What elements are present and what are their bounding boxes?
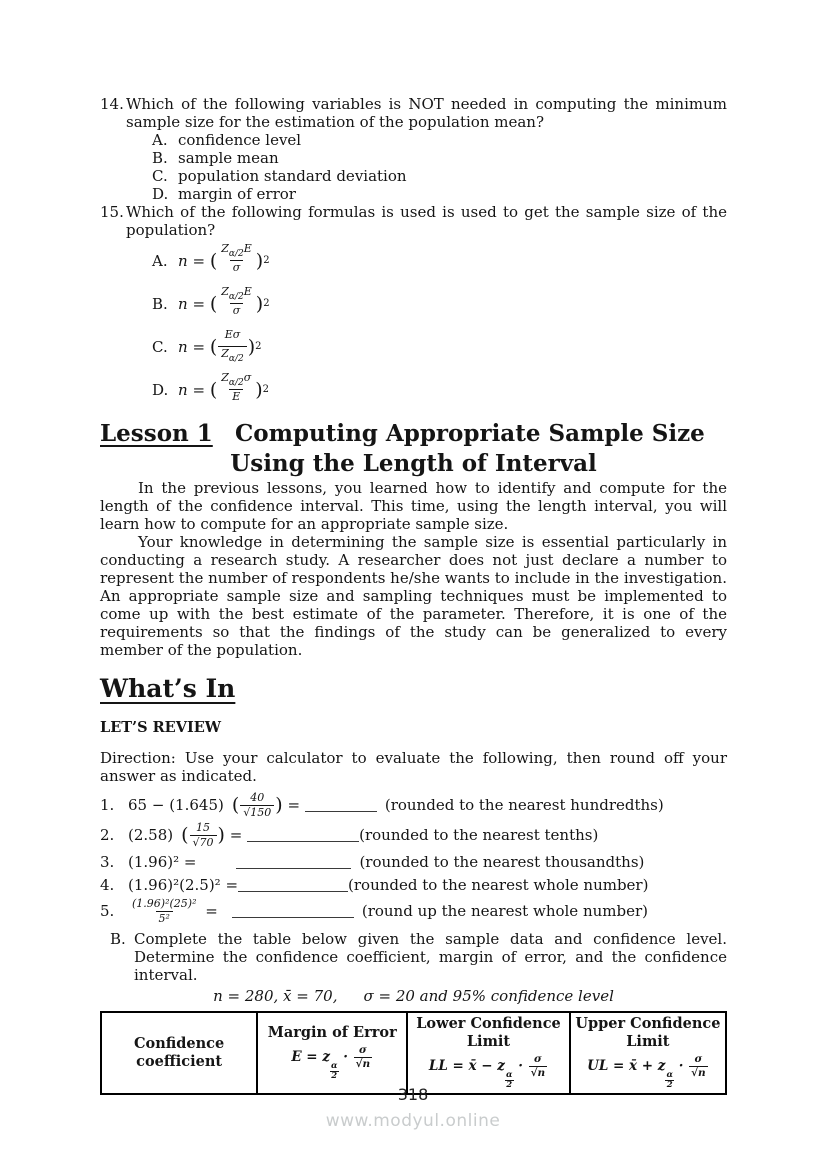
exponent: 2 <box>263 255 270 266</box>
close-paren: ) <box>217 824 225 846</box>
option-text: population standard deviation <box>178 167 407 185</box>
page-footer <box>0 1085 826 1131</box>
equals-sign: = <box>192 251 206 270</box>
item-number: 5. <box>100 902 115 920</box>
review-item-4 <box>100 873 727 896</box>
item-number: 3. <box>100 852 115 871</box>
close-paren: ) <box>255 249 264 272</box>
lets-review-heading: LET’S REVIEW <box>100 719 222 736</box>
item-expression: 65 − (1.645) <box>128 796 224 814</box>
confidence-interval-table <box>100 1011 727 1095</box>
equals-sign: = <box>287 796 301 814</box>
whats-in-heading: What’s In <box>100 674 236 703</box>
cell-title: Confidence <box>133 1034 225 1052</box>
item-expression: (1.96)² = <box>128 852 197 871</box>
open-paren: ( <box>209 378 218 401</box>
option-text: sample mean <box>178 149 279 167</box>
rounding-note: (rounded to the nearest tenths) <box>359 826 599 844</box>
open-paren: ( <box>181 824 189 846</box>
option-text: margin of error <box>178 185 296 203</box>
review-item-2 <box>100 820 727 850</box>
lesson-number-label: Lesson 1 <box>100 420 213 447</box>
question-14-option-b <box>152 149 727 167</box>
close-paren: ) <box>275 794 283 816</box>
item-number: 4. <box>100 875 115 894</box>
rounding-note: (rounded to the nearest hundredths) <box>384 796 664 814</box>
lesson-paragraph-2: Your knowledge in determining the sample size is essential particularly in conducting a research study. A researcher does not just declare a number to represent the number of respondents he/she wants to include in the investigation. An appropriate sample size and sampling techniques must be implemented to come up with the best estimate of the parameter. Therefore, it is one of the requirements so that the findings of the study can be generalized to every member of the population. <box>100 533 727 659</box>
table-header-row <box>101 1012 726 1094</box>
lesson-title-line1: Computing Appropriate Sample Size <box>234 420 705 447</box>
cell-formula: UL = x̄ + z $\frac{\alpha}{2}$ · $\frac{\sigma}{√n}$ <box>587 1053 706 1091</box>
question-15-number: 15. <box>100 203 124 221</box>
cell-formula: E = z $\frac{\alpha}{2}$ · $\frac{\sigma}{√n}$ <box>291 1044 371 1082</box>
exponent: 2 <box>263 298 270 309</box>
cell-title: Margin of Error <box>267 1024 397 1041</box>
formula-variable: n <box>178 380 188 399</box>
question-14-option-c <box>152 167 727 185</box>
rounding-note: (rounded to the nearest thousandths) <box>359 852 645 871</box>
given-values-part2: σ = 20 and 95% confidence level <box>363 987 614 1005</box>
given-values-line <box>100 987 727 1005</box>
open-paren: ( <box>209 335 218 358</box>
question-14-text: Which of the following variables is NOT needed in computing the minimum sample size for the estimation of the population mean? <box>126 95 727 131</box>
question-15-option-c-formula <box>152 325 727 368</box>
answer-blank <box>236 855 351 869</box>
part-b-instruction <box>110 930 727 984</box>
formula-fraction: Eσ $Z_{\alpha/2}$ <box>218 328 247 366</box>
table-cell-lower-confidence-limit <box>407 1012 570 1094</box>
option-letter: A. <box>152 131 168 149</box>
formula-variable: n <box>178 251 188 270</box>
review-exercise-list <box>100 790 727 926</box>
given-values-part1: n = 280, x̄ = 70, <box>213 987 338 1005</box>
question-14-number: 14. <box>100 95 124 113</box>
close-paren: ) <box>255 378 263 401</box>
exponent: 2 <box>255 341 262 352</box>
question-14-option-d <box>152 185 727 203</box>
direction-text: Direction: Use your calculator to evaluate the following, then round off your answer as indicated. <box>100 749 727 785</box>
option-letter: B. <box>152 149 168 167</box>
cell-title: Lower Confidence <box>416 1015 561 1032</box>
cell-title: Limit <box>626 1033 670 1050</box>
item-fraction: $\frac{\text{(1.96)²(25)²}}{\text{5²}}$ <box>132 896 197 925</box>
item-number: 2. <box>100 826 115 844</box>
answer-blank <box>238 878 348 892</box>
part-b-text: Complete the table below given the sample data and confidence level. Determine the confidence coefficient, margin of error, and the confidence interval. <box>134 930 727 984</box>
question-14-option-a <box>152 131 727 149</box>
open-paren: ( <box>209 249 218 272</box>
close-paren: ) <box>255 292 264 315</box>
equals-sign: = <box>192 294 206 313</box>
question-15-option-a-formula <box>152 239 727 282</box>
equals-sign: = <box>229 826 243 844</box>
equals-sign: = <box>192 337 206 356</box>
option-letter: C. <box>152 337 168 356</box>
option-letter: D. <box>152 185 169 203</box>
formula-fraction: $Z_{\alpha/2}\sigma$ E <box>218 371 254 409</box>
formula-variable: n <box>178 294 188 313</box>
question-15-text: Which of the following formulas is used is used to get the sample size of the population? <box>126 203 727 239</box>
open-paren: ( <box>231 794 240 816</box>
cell-title: Limit <box>466 1033 511 1050</box>
table-cell-margin-of-error <box>257 1012 407 1094</box>
cell-title: coefficient <box>136 1052 223 1070</box>
item-expression: (1.96)²(2.5)² = <box>128 875 239 894</box>
table-cell-upper-confidence-limit <box>570 1012 726 1094</box>
close-paren: ) <box>247 335 256 358</box>
equals-sign: = <box>192 380 206 399</box>
item-expression: (2.58) <box>128 826 174 844</box>
question-14 <box>100 95 727 131</box>
answer-blank <box>247 828 359 842</box>
answer-blank <box>305 798 377 812</box>
option-letter: C. <box>152 167 168 185</box>
lesson-heading <box>100 419 727 479</box>
page-number: 318 <box>397 1085 429 1104</box>
question-15-option-d-formula <box>152 368 727 411</box>
equals-sign: = <box>205 902 218 920</box>
watermark-text: www.modyul.online <box>325 1111 501 1131</box>
answer-blank <box>232 904 354 918</box>
rounding-note: (round up the nearest whole number) <box>361 902 648 920</box>
open-paren: ( <box>209 292 218 315</box>
formula-variable: n <box>178 337 188 356</box>
option-text: confidence level <box>178 131 302 149</box>
lesson-paragraph-1: In the previous lessons, you learned how to identify and compute for the length of the confidence interval. This time, using the length interval, you will learn how to compute for an appropriate sample size. <box>100 479 727 533</box>
review-item-1 <box>100 790 727 820</box>
review-item-5 <box>100 896 727 926</box>
item-fraction: 15 √70 <box>190 821 217 850</box>
part-b-letter: B. <box>110 930 126 948</box>
exponent: 2 <box>262 384 270 395</box>
formula-fraction: $Z_{\alpha/2}E$ σ <box>218 242 255 280</box>
item-number: 1. <box>100 796 115 814</box>
cell-title: Upper Confidence <box>575 1015 721 1032</box>
question-15 <box>100 203 727 239</box>
rounding-note: (rounded to the nearest whole number) <box>348 875 649 894</box>
cell-formula: LL = x̄ − z $\frac{\alpha}{2}$ · $\frac{\sigma}{√n}$ <box>428 1053 546 1091</box>
item-fraction: 40 √150 <box>240 791 274 820</box>
lesson-title-line2: Using the Length of Interval <box>230 450 597 477</box>
option-letter: D. <box>152 380 169 399</box>
option-letter: B. <box>152 294 168 313</box>
question-15-option-b-formula <box>152 282 727 325</box>
review-item-3 <box>100 850 727 873</box>
option-letter: A. <box>152 251 168 270</box>
formula-fraction: $Z_{\alpha/2}E$ σ <box>218 285 255 323</box>
table-cell-confidence-coefficient <box>101 1012 257 1094</box>
